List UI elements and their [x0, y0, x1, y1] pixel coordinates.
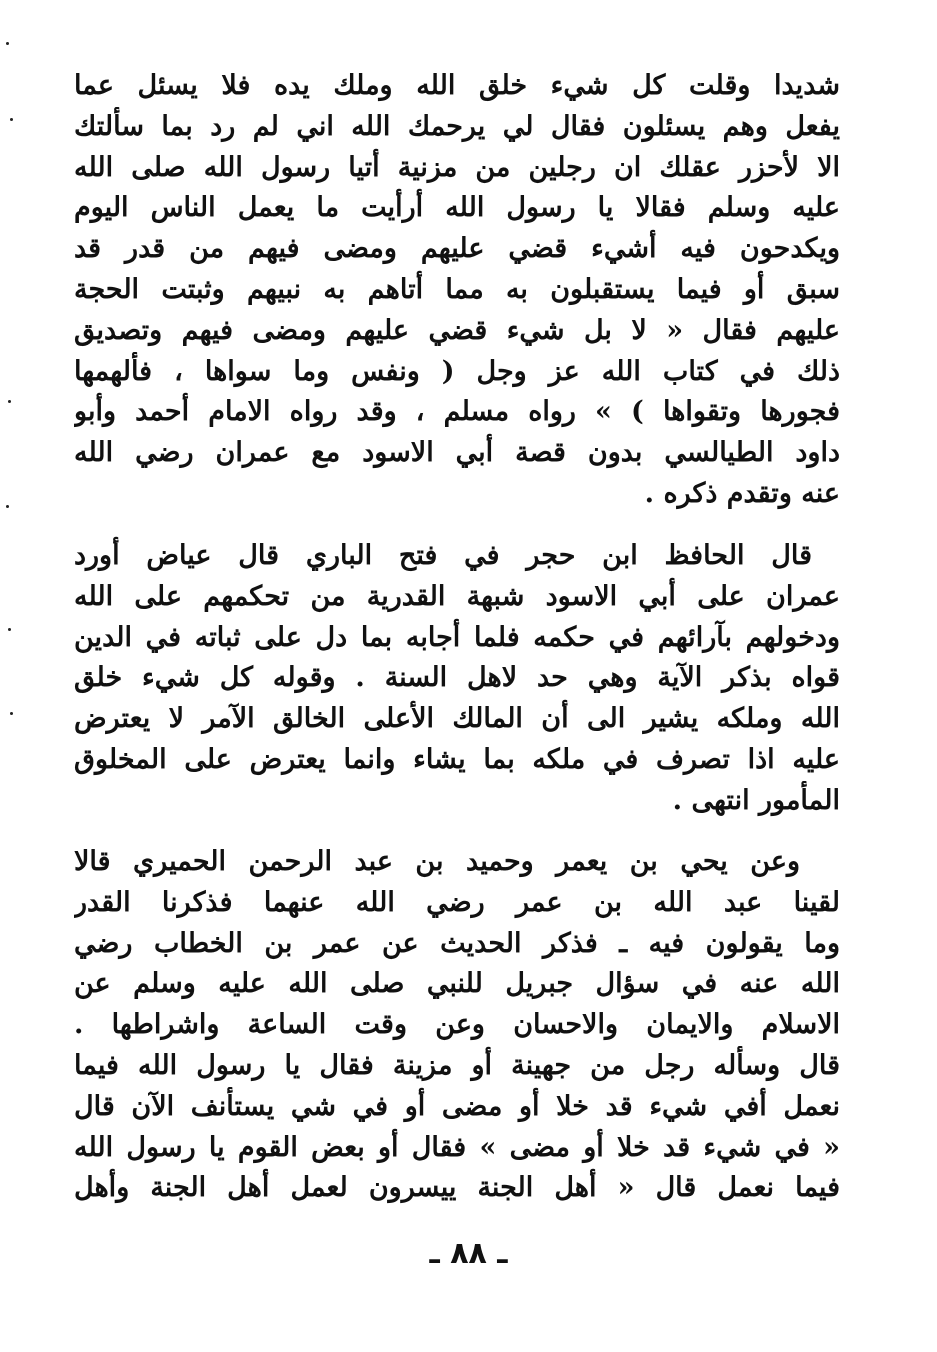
margin-mark [6, 505, 9, 508]
text-line: وما يقولون فيه ـ فذكر الحديث عن عمر بن الخطاب رضي [74, 927, 840, 959]
text-line: فيما نعمل قال « أهل الجنة ييسرون لعمل أهل الجنة وأهل [74, 1172, 840, 1204]
paragraph-1 [74, 66, 840, 515]
margin-mark [6, 42, 9, 45]
text-line: الا لأحزر عقلك ان رجلين من مزنية أتيا رسول الله صلى الله [74, 151, 840, 183]
paragraph-3 [74, 842, 840, 1209]
text-line: يفعل وهم يسئلون فقال لي يرحمك الله اني لم رد بما سألتك [74, 110, 840, 142]
text-line: الله عنه في سؤال جبريل للنبي صلى الله عليه وسلم عن [74, 968, 840, 1000]
text-line: لقينا عبد الله بن عمر رضي الله عنهما فذكرنا القدر [74, 886, 840, 918]
text-line: ويكدحون فيه أشيء قضي عليهم ومضى فيهم من قدر قد [74, 233, 840, 265]
text-line: عليه اذا تصرف في ملكه بما يشاء وانما يعترض على المخلوق [74, 743, 840, 775]
text-line: عليهم فقال « لا بل شيء قضي عليهم ومضى فيهم وتصديق [74, 314, 840, 346]
text-line: المأمور انتهى . [672, 784, 840, 816]
page-number: ـ ٨٨ ـ [429, 1236, 508, 1271]
text-line: الاسلام والايمان والاحسان وعن وقت الساعة واشراطها . [74, 1009, 840, 1041]
text-line: ودخولهم بآرائهم في حكمه فلما أجابه بما دل على ثباته في الدين [74, 621, 840, 653]
margin-mark [8, 400, 11, 403]
margin-mark [8, 628, 11, 631]
margin-mark [10, 118, 13, 121]
text-line: ذلك في كتاب الله عز وجل ( ونفس وما سواها ، فألهمها [74, 355, 840, 387]
text-line: « في شيء قد خلا أو مضى » فقال أو بعض القوم يا رسول الله [74, 1131, 840, 1163]
text-line: قال وسأله رجل من جهينة أو مزينة فقال يا رسول الله فيما [74, 1049, 840, 1081]
text-line: الله وملكه يشير الى أن المالك الأعلى الخالق الآمر لا يعترض [74, 703, 840, 735]
text-line: قال الحافظ ابن حجر في فتح الباري قال عياض أورد [74, 540, 812, 571]
text-line: سبق أو فيما يستقبلون به مما أتاهم به نبيهم وثبتت الحجة [74, 273, 840, 305]
text-line: شديدا وقلت كل شيء خلق الله وملك يده فلا يسئل عما [74, 70, 840, 101]
margin-mark [10, 712, 13, 715]
text-line: وعن يحي بن يعمر وحميد بن عبد الرحمن الحميري قالا [74, 846, 800, 877]
text-line: عمران على أبي الاسود شبهة القدرية من تحكمهم على الله [74, 580, 840, 612]
text-line: عنه وتقدم ذكره . [644, 477, 840, 509]
text-line: نعمل أفي شيء قد خلا أو مضى أو في شي يستأنف الآن قال [74, 1090, 840, 1122]
text-line: فجورها وتقواها ) » رواه مسلم ، وقد رواه الامام أحمد وأبو [74, 396, 840, 428]
paragraph-2 [74, 536, 840, 822]
text-line: داود الطيالسي بدون قصة أبي الاسود مع عمران رضي الله [74, 437, 840, 469]
text-line: عليه وسلم فقالا يا رسول الله أرأيت ما يعمل الناس اليوم [74, 192, 840, 224]
text-line: قواه بذكر الآية وهي حد لاهل السنة . وقوله كل شيء خلق [74, 662, 840, 694]
